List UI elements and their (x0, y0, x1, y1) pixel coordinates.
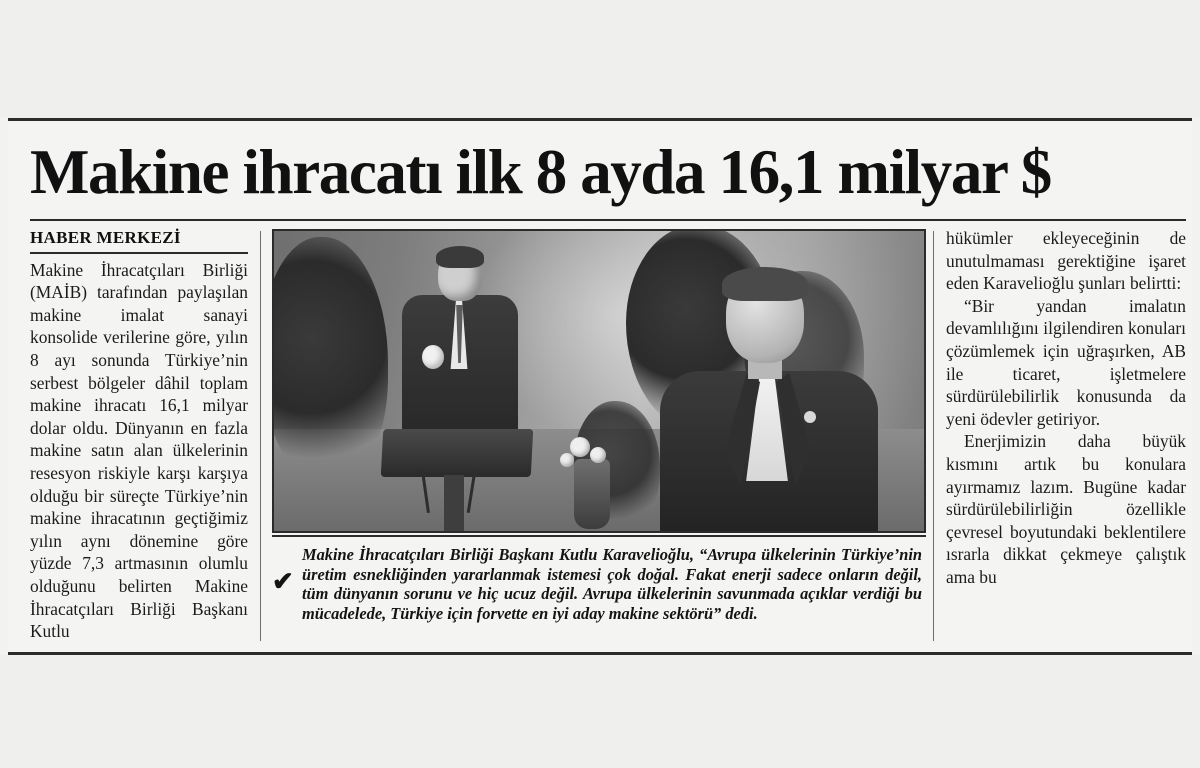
photo-image (274, 231, 924, 531)
headline-underline-rule (30, 219, 1186, 221)
byline: HABER MERKEZİ (30, 228, 181, 247)
article-photo (272, 229, 926, 533)
flower-icon (560, 453, 574, 467)
page-bottom-margin (0, 655, 1200, 768)
page-title: Makine ihracatı ilk 8 ayda 16,1 milyar $ (30, 137, 1051, 207)
plant-icon (272, 237, 388, 487)
left-text-column (30, 227, 248, 643)
right-paragraph-3: Enerjimizin daha büyük kısmını artık bu konulara ayırmamız lazım. Bugüne kadar sürdürülebilirliğin özellikle çevresel boyutundaki beklentilere ısrarla dikkat çekmeye çalıştık ama bu (946, 431, 1186, 587)
flower-icon (422, 345, 444, 369)
speaker-hair (436, 246, 484, 268)
page-top-margin (0, 0, 1200, 118)
flower-icon (590, 447, 606, 463)
check-icon: ✔ (272, 567, 294, 596)
left-paragraph-1: Makine İhracatçıları Birliği (MAİB) tarafından paylaşılan makine imalat sanayi konsolide verilerine göre, yılın 8 ayı sonunda Türkiye’nin serbest bölgeler dâhil toplam makine ihracatı 16,1 milyar dolar oldu. Dünyanın en fazla makine satın alan ülkelerinin resesyon riskiyle karşı karşıya olduğu bir süreçte Türkiye’nin makine ihracatının geçtiğimiz yılın aynı dönemine göre yüzde 7,3 artmasının olumlu olduğunu belirten Makine İhracatçıları Birliği Başkanı Kutlu (30, 259, 248, 642)
photo-caption (272, 539, 926, 639)
photo-lectern (381, 429, 534, 477)
column-divider-right (933, 231, 934, 641)
photo-portrait-figure (660, 271, 878, 533)
right-paragraph-1: hükümler ekleyeceğinin de unutulmaması gerektiğine işaret eden Karavelioğlu şunları belirtti: (946, 228, 1186, 294)
byline-rule (30, 252, 248, 254)
column-divider-left (260, 231, 261, 641)
caption-top-rule (272, 535, 926, 537)
lapel-pin-icon (804, 411, 816, 423)
article-body (8, 121, 1192, 652)
caption-text: Makine İhracatçıları Birliği Başkanı Kutlu Karavelioğlu, “Avrupa ülkelerinin Türkiye’nin üretim esnekliğinden yararlanmak istemesi çok doğal. Fakat enerji sadece onların değil, tüm dünyanın sorunu ve hiç ucuz değil. Avrupa ülkelerinin savunmada açıklar verdiği bu mücadelede, Türkiye için forvette en iyi aday makine sektörü” dedi. (302, 545, 922, 623)
flower-icon (570, 437, 590, 457)
portrait-hair (722, 267, 808, 301)
photo-vase (574, 459, 610, 529)
photo-lectern-stem (444, 475, 464, 531)
right-text-column (946, 227, 1186, 589)
right-paragraph-2: “Bir yandan imalatın devamlılığını ilgilendiren konuları çözümlemek için uğraşırken, AB ile ticaret, işletmelere sürdürülebilirlik konusunda da yeni ödevler getiriyor. (946, 295, 1186, 429)
